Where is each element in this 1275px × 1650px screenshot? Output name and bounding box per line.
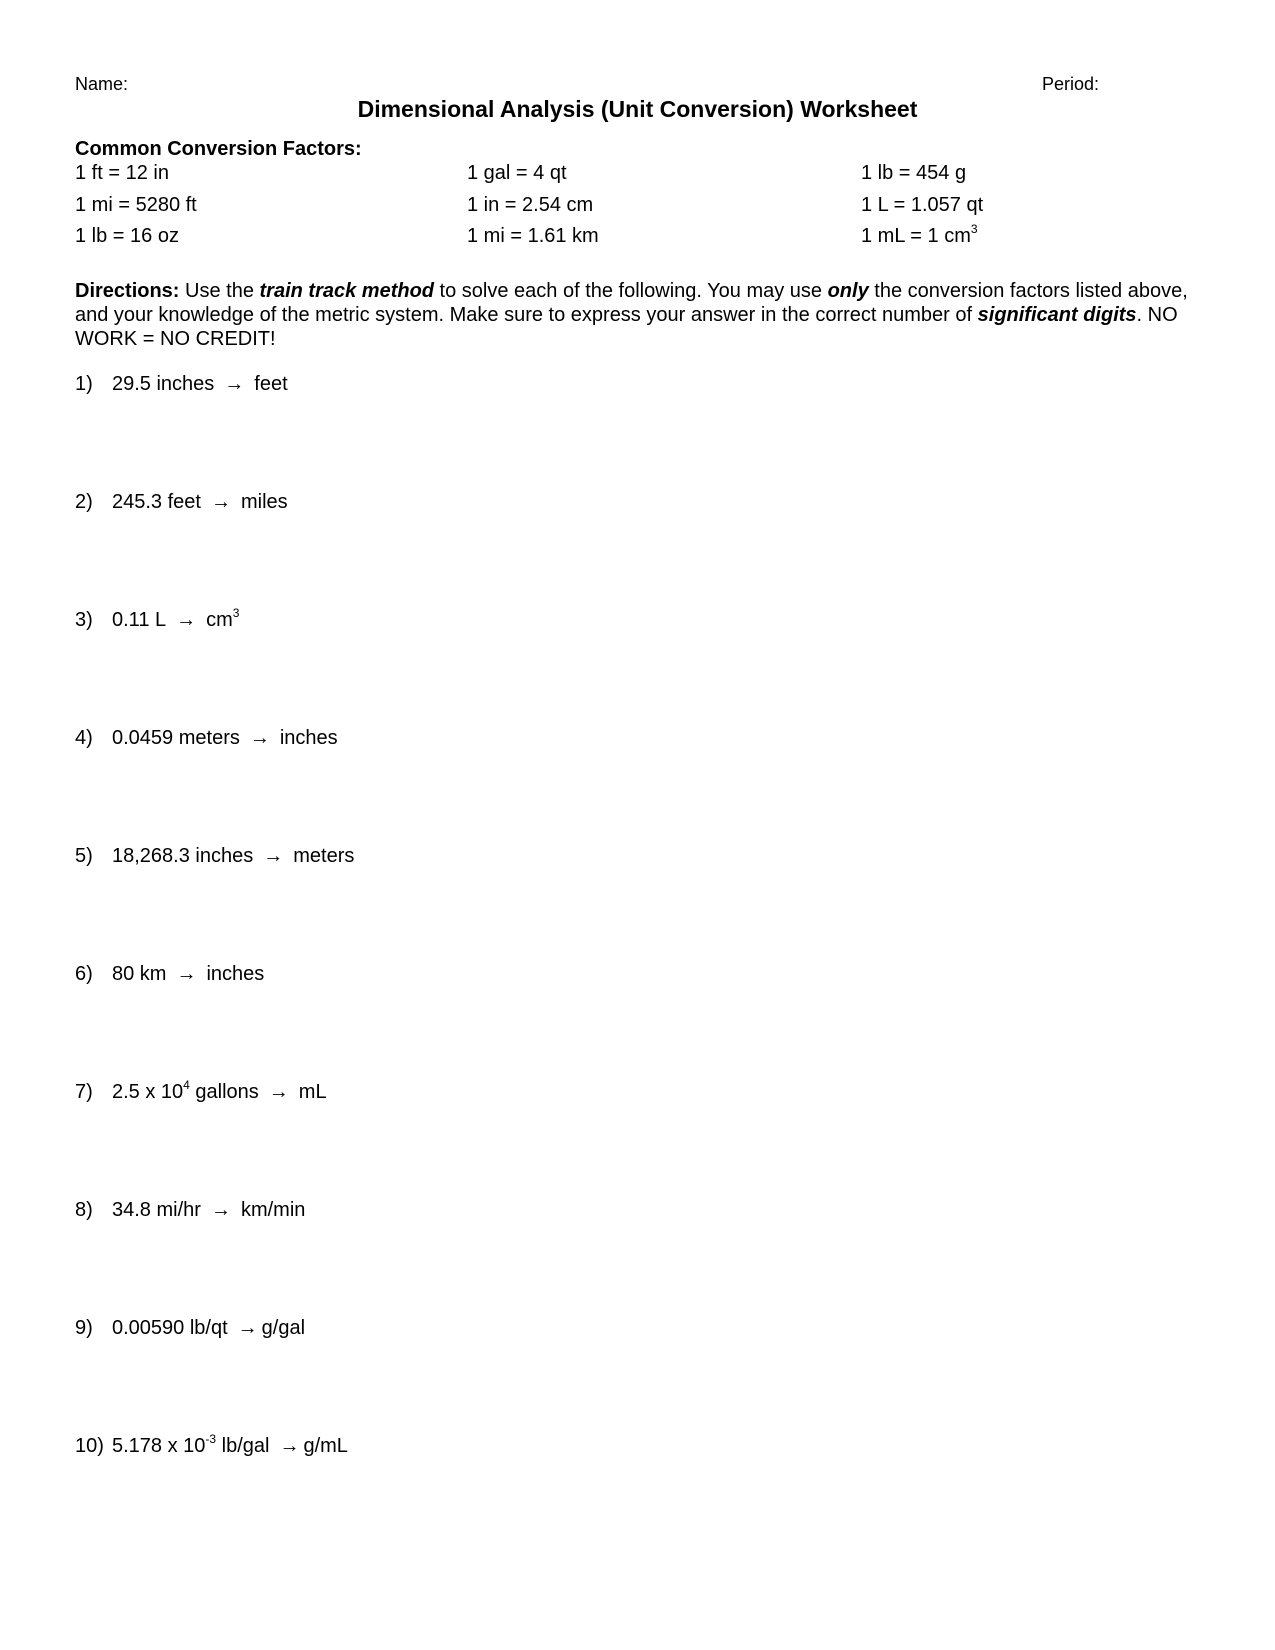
arrow-icon: → <box>210 1199 231 1221</box>
problem-6 <box>75 963 264 986</box>
worksheet-title: Dimensional Analysis (Unit Conversion) Worksheet <box>357 96 918 122</box>
problem-to: g/gal <box>261 1317 306 1339</box>
problem-number: 7) <box>75 1081 93 1103</box>
problem-to: km/min <box>240 1199 306 1221</box>
problem-to: g/mL <box>303 1435 348 1457</box>
factor-mi-km: 1 mi = 1.61 km <box>467 225 599 247</box>
problem-4 <box>75 727 338 750</box>
factor-ml-cm3-text: 1 mL = 1 cm <box>861 225 971 247</box>
problem-to: meters <box>293 845 355 867</box>
problem-number: 5) <box>75 845 93 867</box>
factor-gal-qt: 1 gal = 4 qt <box>467 162 567 184</box>
problem-to: mL <box>298 1081 327 1103</box>
problem-from: 34.8 mi/hr <box>112 1199 201 1221</box>
arrow-icon: → <box>224 373 245 395</box>
arrow-icon: → <box>279 1435 300 1457</box>
problem-from: 0.00590 lb/qt <box>112 1317 228 1339</box>
problem-to: miles <box>240 491 288 513</box>
factor-mi-ft: 1 mi = 5280 ft <box>75 194 197 216</box>
directions-emphasis-method: train track method <box>259 280 434 302</box>
factor-l-qt: 1 L = 1.057 qt <box>861 194 984 216</box>
problem-from-exponent: -3 <box>205 1432 217 1446</box>
problem-number: 10) <box>75 1435 104 1457</box>
directions-emphasis-sigdigits: significant digits <box>977 304 1137 326</box>
arrow-icon: → <box>268 1081 289 1103</box>
problem-from-base: 2.5 x 10 <box>112 1081 184 1103</box>
arrow-icon: → <box>249 727 270 749</box>
directions-text-4: . NO WORK = NO CREDIT! <box>75 304 1178 350</box>
problem-from: 245.3 feet <box>112 491 201 513</box>
period-label: Period: <box>1042 74 1100 94</box>
problem-2 <box>75 491 288 514</box>
problem-from-unit: lb/gal <box>216 1435 270 1457</box>
factor-ft-in: 1 ft = 12 in <box>75 162 169 184</box>
problem-number: 6) <box>75 963 93 985</box>
problem-number: 4) <box>75 727 93 749</box>
factor-ml-cm3-exponent: 3 <box>970 222 978 236</box>
arrow-icon: → <box>210 491 231 513</box>
problem-to: cm <box>206 609 233 631</box>
problem-to: inches <box>206 963 265 985</box>
arrow-icon: → <box>263 845 284 867</box>
problem-8 <box>75 1199 305 1222</box>
directions <box>75 279 1205 351</box>
problem-from-base: 5.178 x 10 <box>112 1435 206 1457</box>
problem-from: 18,268.3 inches <box>112 845 254 867</box>
problem-to: feet <box>254 373 288 395</box>
problem-from-exponent: 4 <box>183 1078 190 1092</box>
directions-label: Directions: <box>75 280 180 302</box>
problem-from: 29.5 inches <box>112 373 215 395</box>
factor-in-cm: 1 in = 2.54 cm <box>467 194 594 216</box>
problem-10 <box>75 1432 348 1458</box>
arrow-icon: → <box>237 1317 258 1339</box>
problem-number: 8) <box>75 1199 93 1221</box>
problem-from: 0.11 L <box>112 609 167 631</box>
name-label: Name: <box>75 74 129 94</box>
problem-from: 0.0459 meters <box>112 727 240 749</box>
problem-number: 2) <box>75 491 93 513</box>
problem-9 <box>75 1317 305 1340</box>
directions-text-3: the conversion factors listed above, and your knowledge of the metric system. Make sure to express your answer in the correct number of <box>75 280 1188 326</box>
problem-5 <box>75 845 354 868</box>
problem-number: 9) <box>75 1317 93 1339</box>
arrow-icon: → <box>176 963 197 985</box>
directions-text-1: Use the <box>179 280 260 302</box>
factor-lb-g: 1 lb = 454 g <box>861 162 967 184</box>
directions-emphasis-only: only <box>827 280 869 302</box>
problem-number: 3) <box>75 609 93 631</box>
problem-to: inches <box>279 727 338 749</box>
factor-lb-oz: 1 lb = 16 oz <box>75 225 179 247</box>
problem-to-exponent: 3 <box>232 606 240 620</box>
problem-from-unit: gallons <box>189 1081 259 1103</box>
problem-1 <box>75 373 288 396</box>
arrow-icon: → <box>176 609 197 631</box>
factor-ml-cm3 <box>861 222 978 248</box>
directions-text-2: to solve each of the following. You may use <box>434 280 828 302</box>
problem-3 <box>75 606 240 632</box>
problem-7 <box>75 1078 327 1104</box>
problem-from: 80 km <box>112 963 167 985</box>
problem-number: 1) <box>75 373 93 395</box>
conversion-factors-heading: Common Conversion Factors: <box>75 138 362 160</box>
